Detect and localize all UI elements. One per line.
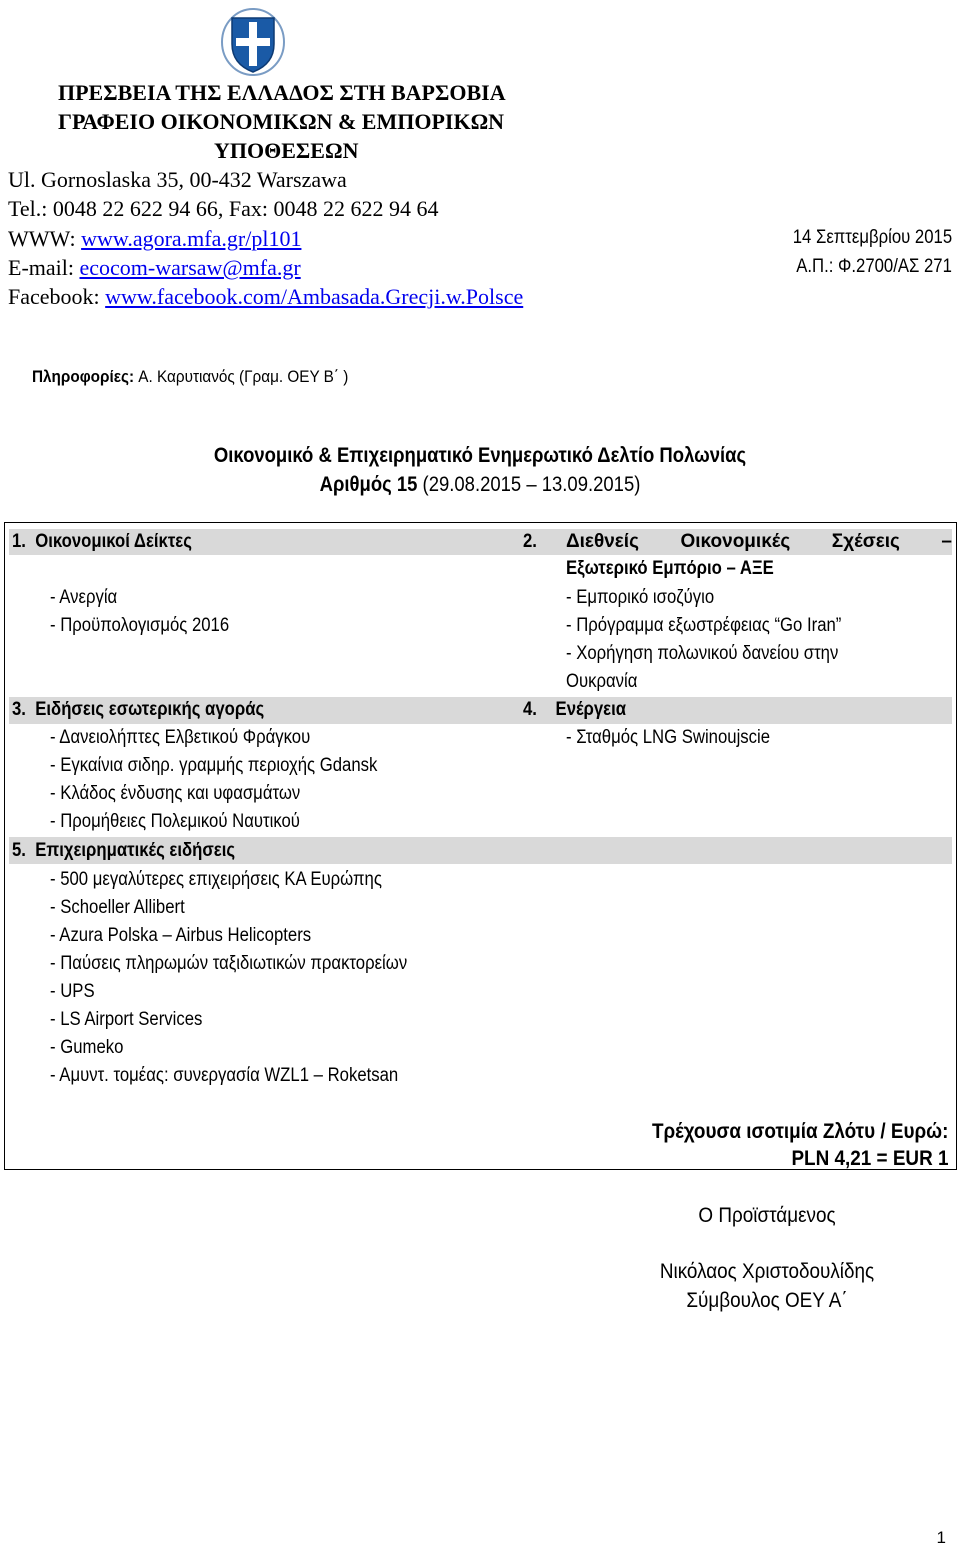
facebook-label: Facebook: <box>8 284 106 309</box>
greek-coat-of-arms-icon <box>220 4 286 76</box>
section-5-item: - 500 μεγαλύτερες επιχειρήσεις ΚΑ Ευρώπης <box>50 869 382 890</box>
section-2-title-word: Οικονομικές <box>680 531 791 552</box>
section-1-item: - Προϋπολογισμός 2016 <box>50 615 230 636</box>
section-3-item: - Εγκαίνια σιδηρ. γραμμής περιοχής Gdansk <box>50 755 378 776</box>
website-line <box>8 226 301 252</box>
section-1-title: Οικονομικοί Δείκτες <box>35 531 192 552</box>
section-5-item: - LS Airport Services <box>50 1009 203 1030</box>
signature-name: Νικόλαος Χριστοδουλίδης <box>659 1260 875 1283</box>
section-2-title-word: Σχέσεις <box>831 531 900 552</box>
email-link[interactable]: ecocom-warsaw@mfa.gr <box>79 255 301 280</box>
section-3-item: - Δανειολήπτες Ελβετικού Φράγκου <box>50 727 311 748</box>
section-3-item: - Προμήθειες Πολεμικού Ναυτικού <box>50 811 300 832</box>
protocol-number: Α.Π.: Φ.2700/ΑΣ 271 <box>796 256 952 277</box>
section-4-item: - Σταθμός LNG Swinoujscie <box>566 727 771 748</box>
website-link[interactable]: www.agora.mfa.gr/pl101 <box>81 226 302 251</box>
section-1-item: - Ανεργία <box>50 587 118 608</box>
section-5-item: - Schoeller Allibert <box>50 897 185 918</box>
embassy-name-line1: ΠΡΕΣΒΕΙΑ ΤΗΣ ΕΛΛΑΔΟΣ ΣΤΗ ΒΑΡΣΟΒΙΑ <box>58 80 506 105</box>
contact-info <box>32 367 348 387</box>
section-5-item: - Gumeko <box>50 1037 124 1058</box>
embassy-address: Ul. Gornoslaska 35, 00-432 Warszawa <box>8 167 347 192</box>
section-3-number: 3. <box>12 699 26 720</box>
section-2-title-line1 <box>566 531 952 553</box>
embassy-name-line2: ΓΡΑΦΕΙΟ ΟΙΚΟΝΟΜΙΚΩΝ & ΕΜΠΟΡΙΚΩΝ <box>58 109 505 134</box>
section-2-number: 2. <box>523 531 537 552</box>
embassy-phone-fax: Tel.: 0048 22 622 94 66, Fax: 0048 22 622 94 64 <box>8 196 439 221</box>
email-line <box>8 255 301 281</box>
bulletin-number <box>58 473 903 497</box>
contact-info-value: Α. Καρυτιανός (Γραμ. ΟΕΥ Β΄ ) <box>138 367 349 386</box>
embassy-name-line3: ΥΠΟΘΕΣΕΩΝ <box>214 138 359 163</box>
bulletin-title: Οικονομικό & Επιχειρηματικό Ενημερωτικό Δελτίο Πολωνίας <box>213 444 747 467</box>
section-5-heading <box>12 840 235 862</box>
section-3-heading <box>12 699 264 721</box>
section-5-item: - Παύσεις πληρωμών ταξιδιωτικών πρακτορείων <box>50 953 408 974</box>
section-5-number: 5. <box>12 840 26 861</box>
section-4-number: 4. <box>523 699 537 720</box>
section-2-item: - Χορήγηση πολωνικού δανείου στην <box>566 643 839 664</box>
signature-title: Σύμβουλος ΟΕΥ Α΄ <box>686 1289 848 1312</box>
section-2-title-word: – <box>941 531 952 552</box>
facebook-line <box>8 284 523 310</box>
bulletin-period: (29.08.2015 – 13.09.2015) <box>417 473 641 496</box>
section-1-heading <box>12 531 192 553</box>
email-label: E-mail: <box>8 255 80 280</box>
section-2-item: - Πρόγραμμα εξωστρέφειας “Go Iran” <box>566 615 842 636</box>
section-5-item: - Azura Polska – Airbus Helicopters <box>50 925 312 946</box>
section-2-item: Ουκρανία <box>566 671 638 692</box>
section-2-item: - Εμπορικό ισοζύγιο <box>566 587 715 608</box>
exchange-rate-value: PLN 4,21 = EUR 1 <box>790 1147 948 1170</box>
contact-info-label: Πληροφορίες: <box>32 367 139 386</box>
website-label: WWW: <box>8 226 82 251</box>
bulletin-number-label: Αριθμός 15 <box>319 473 418 496</box>
document-date: 14 Σεπτεμβρίου 2015 <box>792 227 952 248</box>
signature-role: Ο Προϊστάμενος <box>698 1204 836 1227</box>
section-2-title-line2: Εξωτερικό Εμπόριο – ΑΞΕ <box>566 558 774 579</box>
section-3-item: - Κλάδος ένδυσης και υφασμάτων <box>50 783 301 804</box>
section-5-title: Επιχειρηματικές ειδήσεις <box>35 840 236 861</box>
exchange-rate-label: Τρέχουσα ισοτιμία Ζλότυ / Ευρώ: <box>651 1120 948 1143</box>
section-4-heading <box>523 699 626 721</box>
section-4-title: Ενέργεια <box>555 699 627 720</box>
section-3-title: Ειδήσεις εσωτερικής αγοράς <box>35 699 265 720</box>
section-2-title-word: Διεθνείς <box>566 531 639 552</box>
section-5-item: - Αμυντ. τομέας: συνεργασία WZL1 – Roketsan <box>50 1065 399 1086</box>
facebook-link[interactable]: www.facebook.com/Ambasada.Grecji.w.Polsce <box>105 284 524 309</box>
page-number: 1 <box>936 1528 946 1547</box>
section-1-number: 1. <box>12 531 26 552</box>
section-5-item: - UPS <box>50 981 95 1002</box>
